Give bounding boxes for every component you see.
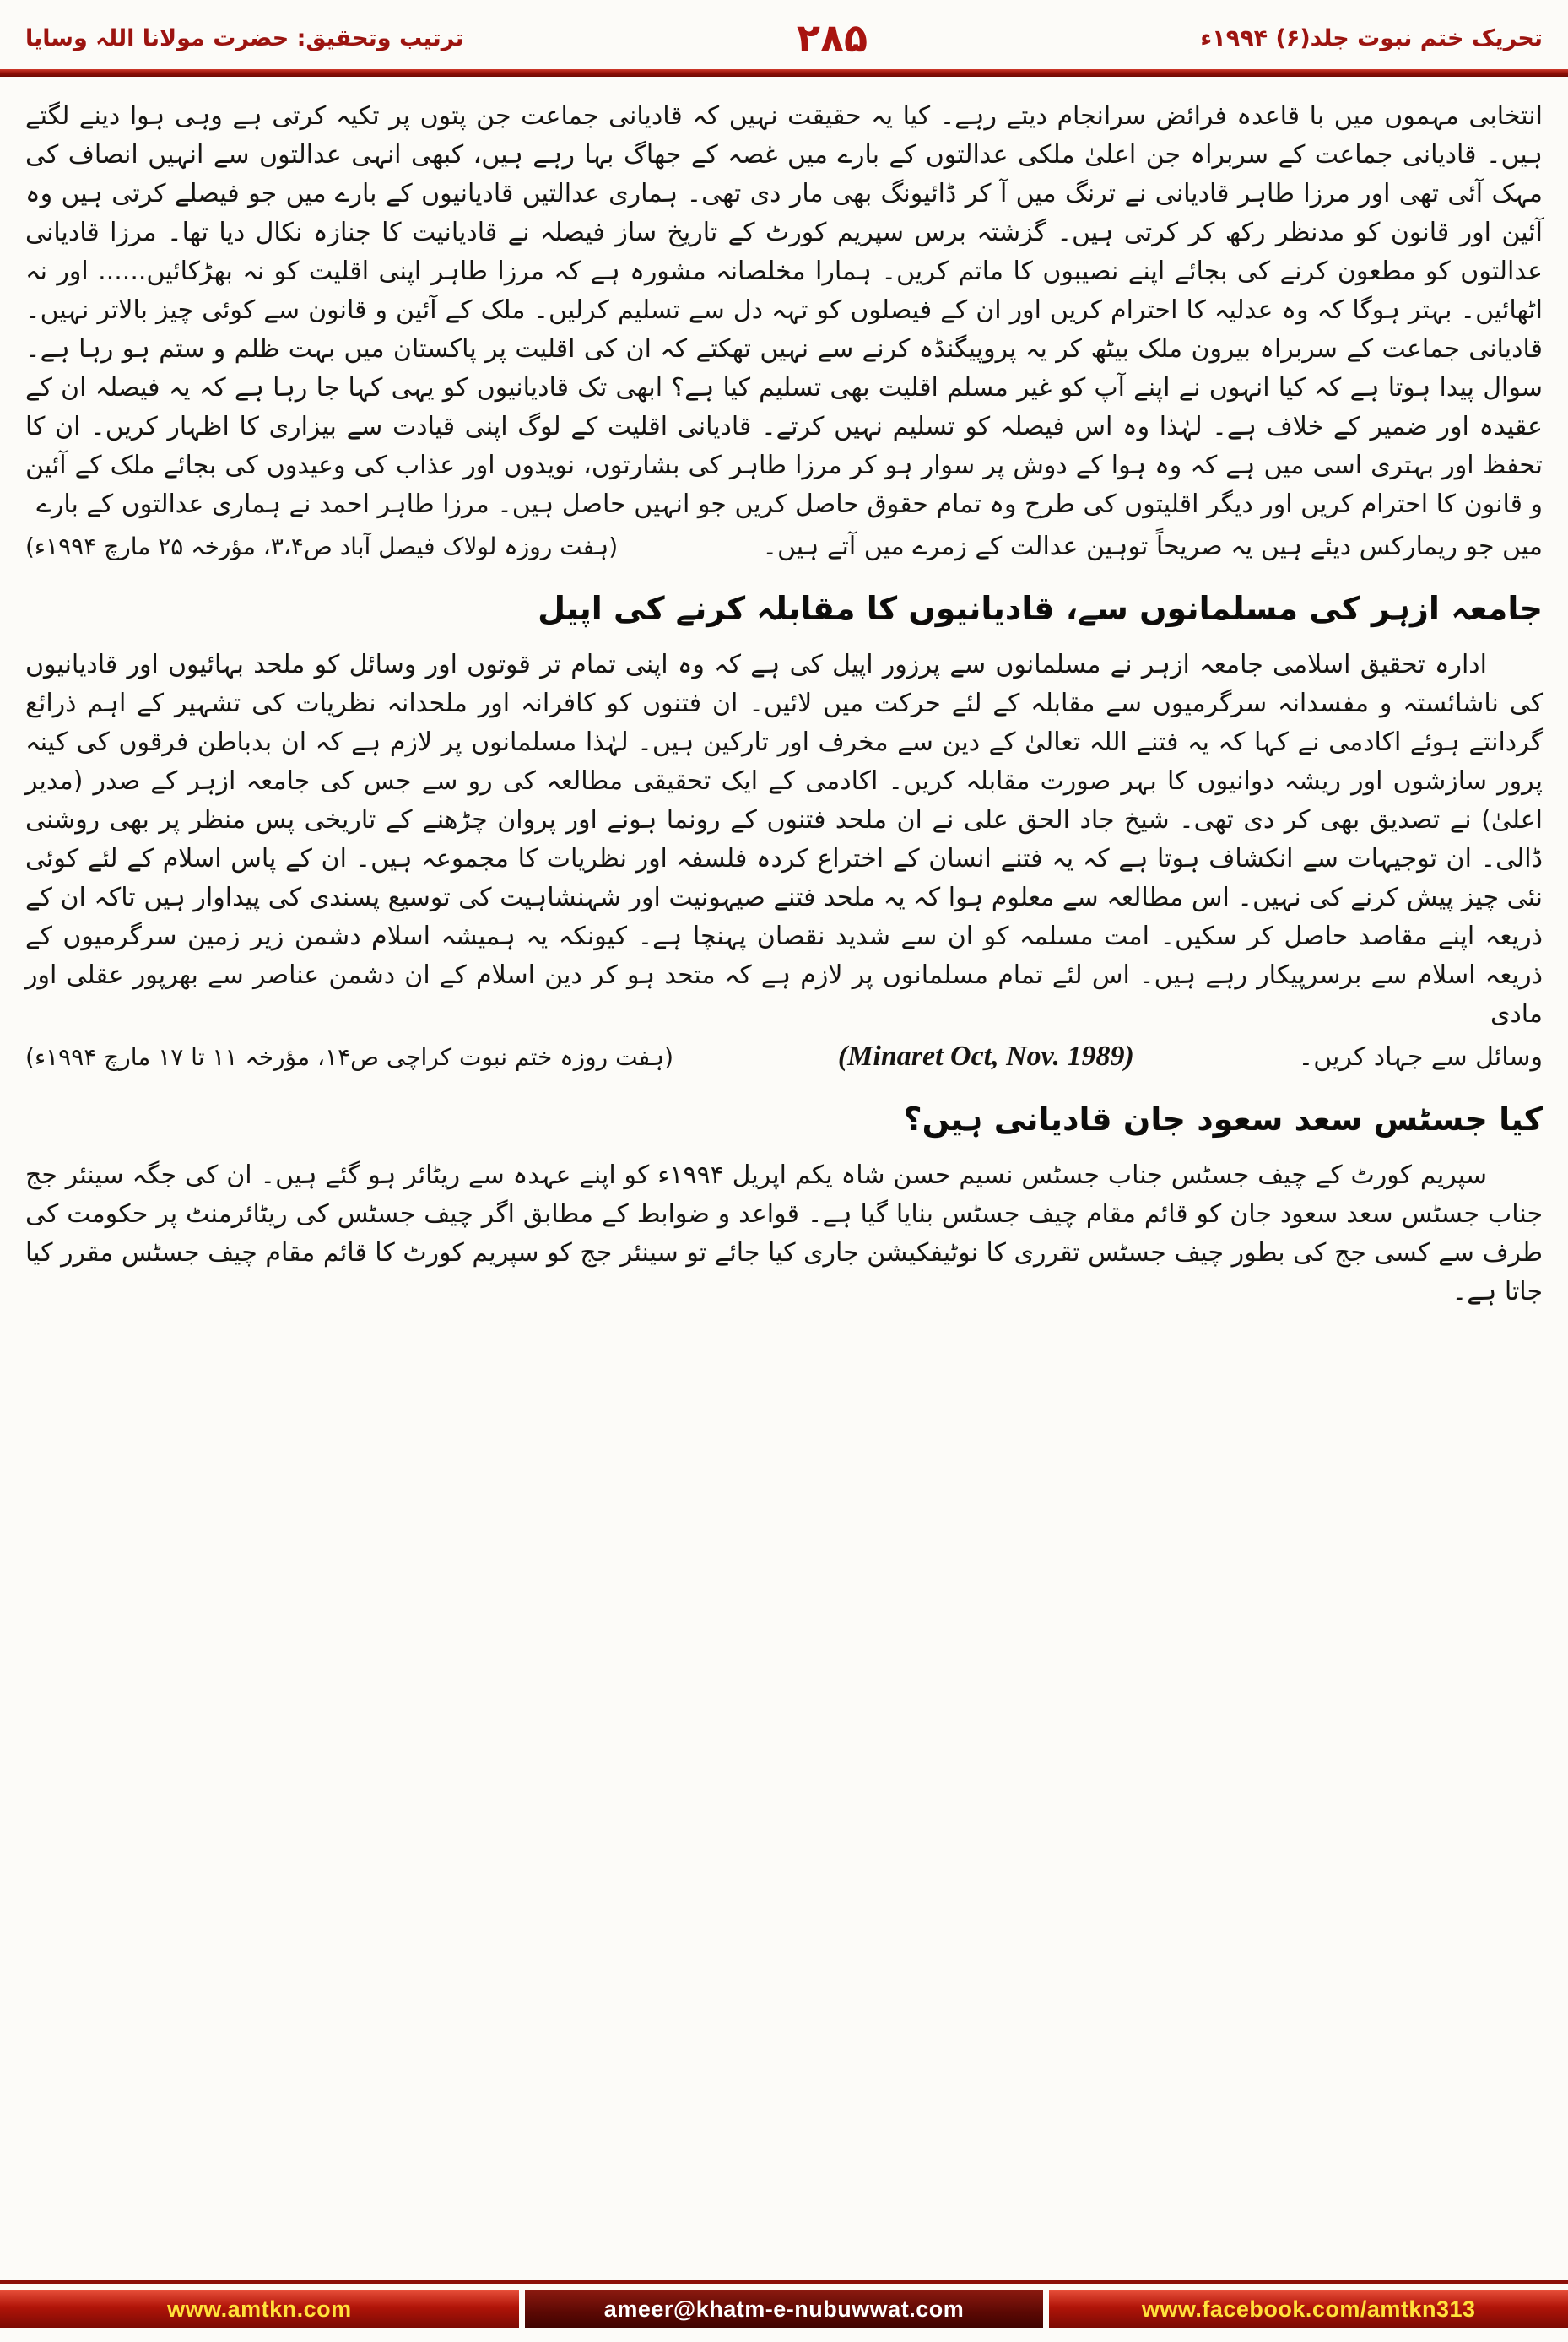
page-number: ۲۸۵ <box>796 15 868 61</box>
page-footer <box>0 2280 1568 2328</box>
paragraph-courts-text: انتخابی مہموں میں با قاعدہ فرائض سرانجام دیتے رہے۔ کیا یہ حقیقت نہیں کہ قادیانی جماعت جن پتوں پر تکیہ کرتی ہے وہی ہوا دینے لگتے ہیں۔ قادیانی جماعت کے سربراہ جن اعلیٰ ملکی عدالتوں کے بارے میں غصہ کے جھاگ بہا رہے ہیں، کبھی انہی عدالتوں سے انہیں انصاف کی مہک آئی تھی اور مرزا طاہر قادیانی نے ترنگ میں آ کر ڈائیونگ بھی مار دی تھی۔ ہماری عدالتیں قادیانیوں کے بارے میں جو فیصلے کرتی ہیں وہ آئین اور قانون کو مدنظر رکھ کر کرتی ہیں۔ گزشتہ برس سپریم کورٹ کے تاریخ ساز فیصلہ نے قادیانیت کا جنازہ نکال دیا تھا۔ مرزا قادیانی عدالتوں کو مطعون کرنے کی بجائے اپنے نصیبوں کا ماتم کریں۔ ہمارا مخلصانہ مشورہ ہے کہ مرزا طاہر اپنی اقلیت کو نہ بھڑکائیں...... اور نہ اٹھائیں۔ بہتر ہوگا کہ وہ عدلیہ کا احترام کریں اور ان کے فیصلوں کو تہہ دل سے تسلیم کرلیں۔ ملک کے آئین و قانون سے کوئی چیز بالاتر نہیں۔ قادیانی جماعت کے سربراہ بیرون ملک بیٹھ کر یہ پروپیگنڈہ کرنے سے نہیں تھکتے کہ ان کی اقلیت پر پاکستان میں بہت ظلم و ستم ہو رہا ہے۔ سوال پیدا ہوتا ہے کہ کیا انہوں نے اپنے آپ کو غیر مسلم اقلیت بھی تسلیم کیا ہے؟ ابھی تک قادیانیوں کو یہی کہا جا رہا ہے کہ یہ فیصلہ ان کے عقیدہ اور ضمیر کے خلاف ہے۔ لہٰذا وہ اس فیصلہ کو تسلیم نہیں کرتے۔ قادیانی اقلیت کے لوگ اپنی قیادت سے بیزاری کا اظہار کریں۔ ان کا تحفظ اور بہتری اسی میں ہے کہ وہ ہوا کے دوش پر سوار ہو کر مرزا طاہر کی بشارتوں، نویدوں اور عذاب کی وعیدوں کی بجائے ملک کے آئین و قانون کا احترام کریں اور دیگر اقلیتوں کی طرح وہ تمام حقوق حاصل کریں جو انہیں حاصل ہیں۔ مرزا طاہر احمد نے ہماری عدالتوں کے بارے <box>25 101 1543 519</box>
page-header <box>0 0 1568 64</box>
citation-lolak-weekly: (ہفت روزہ لولاک فیصل آباد ص۳،۴، مؤرخہ ۲۵ مارچ ۱۹۹۴ء) <box>25 533 619 560</box>
footer-link-email: ameer@khatm-e-nubuwwat.com <box>525 2290 1044 2328</box>
section-heading-azhar-appeal: جامعہ ازہر کی مسلمانوں سے، قادیانیوں کا مقابلہ کرنے کی اپیل <box>538 590 1543 627</box>
paragraph-courts-last-line <box>25 527 1543 566</box>
citation-khatm-e-nubuwwat-weekly: (ہفت روزہ ختم نبوت کراچی ص۱۴، مؤرخہ ۱۱ تا ۱۷ مارچ ۱۹۹۴ء) <box>25 1043 674 1071</box>
section-heading-justice-saad: کیا جسٹس سعد سعود جان قادیانی ہیں؟ <box>903 1101 1543 1138</box>
footer-link-facebook: www.facebook.com/amtkn313 <box>1049 2290 1568 2328</box>
footer-link-website: www.amtkn.com <box>0 2290 519 2328</box>
footer-divider-rule <box>0 2280 1568 2284</box>
paragraph-justice-text: سپریم کورٹ کے چیف جسٹس جناب جسٹس نسیم حسن شاہ یکم اپریل ۱۹۹۴ء کو اپنے عہدہ سے ریٹائر ہو گئے ہیں۔ ان کی جگہ سینئر جج جناب جسٹس سعد سعود جان کو قائم مقام چیف جسٹس بنایا گیا ہے۔ قواعد و ضوابط کے مطابق اگر چیف جسٹس کی ریٹائرمنٹ پر حکومت کی طرف سے کسی جج کی بطور چیف جسٹس تقرری کا نوٹیفکیشن جاری کیا جائے تو سینئر جج کو سپریم کورٹ کا قائم مقام چیف جسٹس مقرر کیا جاتا ہے۔ <box>25 1160 1543 1306</box>
paragraph-courts <box>25 97 1543 524</box>
paragraph-azhar-last-line-text: وسائل سے جہاد کریں۔ <box>1298 1042 1543 1072</box>
citation-minaret: (Minaret Oct, Nov. 1989) <box>837 1041 1134 1072</box>
paragraph-azhar-last-line <box>25 1037 1543 1077</box>
header-divider-rule <box>0 69 1568 77</box>
editor-credit: ترتیب وتحقیق: حضرت مولانا اللہ وسایا <box>25 24 464 51</box>
page-body <box>0 77 1568 1312</box>
paragraph-azhar-appeal <box>25 646 1543 1034</box>
paragraph-courts-last-line-text: میں جو ریمارکس دیئے ہیں یہ صریحاً توہین عدالت کے زمرے میں آتے ہیں۔ <box>762 532 1543 561</box>
paragraph-justice-saad <box>25 1156 1543 1312</box>
paragraph-azhar-text: ادارہ تحقیق اسلامی جامعہ ازہر نے مسلمانوں سے پرزور اپیل کی ہے کہ وہ اپنی تمام تر قوتوں اور وسائل کو ملحد بہائیوں اور قادیانیوں کی ناشائستہ و مفسدانہ سرگرمیوں سے مقابلہ کے لئے حرکت میں لائیں۔ ان فتنوں کو کافرانہ اور ملحدانہ نظریات کی تشہیر کے اہم ذرائع گردانتے ہوئے اکادمی نے کہا کہ یہ فتنے اللہ تعالیٰ کے دین سے مخرف اور تارکین ہیں۔ لہٰذا مسلمانوں پر لازم ہے کہ ان بدباطن فرقوں کی کینہ پرور سازشوں اور ریشہ دوانیوں کا بہر صورت مقابلہ کریں۔ اکادمی کے ایک تحقیقی مطالعہ کی رو سے جس کی جامعہ ازہر کے صدر (مدیر اعلیٰ) نے تصدیق بھی کر دی تھی۔ شیخ جاد الحق علی نے ان ملحد فتنوں کے رونما ہونے اور پروان چڑھنے کے تاریخی پس منظر پر بھی روشنی ڈالی۔ ان توجیہات سے انکشاف ہوتا ہے کہ یہ فتنے انسان کے اختراع کردہ فلسفہ اور نظریات کا مجموعہ ہیں۔ ان کے پاس اسلام کے لئے کوئی نئی چیز پیش کرنے کی نہیں۔ اس مطالعہ سے معلوم ہوا کہ یہ ملحد فتنے صیہونیت اور شہنشاہیت کی توسیع پسندی کی پیداوار ہیں تاکہ ان کے ذریعہ اپنے مقاصد حاصل کر سکیں۔ امت مسلمہ کو ان سے شدید نقصان پہنچا ہے۔ کیونکہ یہ ہمیشہ اسلام دشمن زیر زمین سرگرمیوں کے ذریعہ اسلام سے برسرپیکار رہے ہیں۔ اس لئے تمام مسلمانوں پر لازم ہے کہ متحد ہو کر دین اسلام کے ان دشمن عناصر سے بھرپور عقلی اور مادی <box>25 650 1543 1029</box>
footer-bar <box>0 2290 1568 2328</box>
book-title: تحریک ختم نبوت جلد(۶) ۱۹۹۴ء <box>1200 24 1543 51</box>
